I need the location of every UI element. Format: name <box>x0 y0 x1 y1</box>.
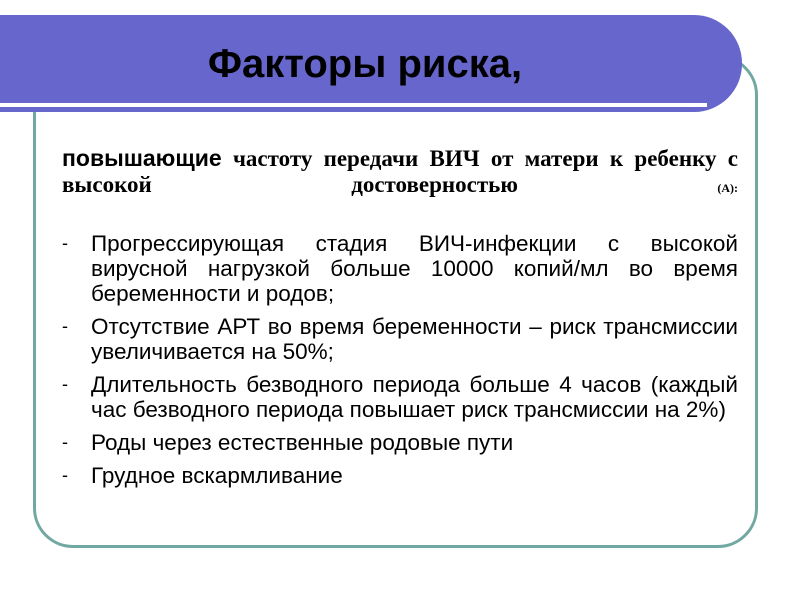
list-item-text: Длительность безводного периода больше 4 часов (каждый час безводного периода повышает риск трансмиссии на 2%) <box>91 372 738 422</box>
list-item <box>62 231 738 306</box>
bullet-dash: - <box>62 432 68 452</box>
list-item <box>62 430 738 455</box>
intro-paragraph <box>62 145 738 201</box>
slide-title: Факторы риска, <box>207 42 523 86</box>
bullet-dash: - <box>62 465 68 485</box>
intro-lead: повышающие <box>62 145 222 171</box>
list-item-text: Отсутствие АРТ во время беременности – риск трансмиссии увеличивается на 50%; <box>91 314 738 364</box>
slide-body <box>62 145 738 496</box>
list-item <box>62 314 738 364</box>
risk-factor-list <box>62 231 738 488</box>
list-item-text: Грудное вскармливание <box>91 463 343 488</box>
bullet-dash: - <box>62 374 68 394</box>
intro-text: частоту передачи ВИЧ от матери к ребенку с высокой достоверностью <box>62 146 738 197</box>
list-item <box>62 463 738 488</box>
title-underline <box>0 103 707 107</box>
list-item <box>62 372 738 422</box>
evidence-level: (А): <box>717 181 738 195</box>
list-item-text: Роды через естественные родовые пути <box>91 430 514 455</box>
bullet-dash: - <box>62 316 68 336</box>
bullet-dash: - <box>62 233 68 253</box>
list-item-text: Прогрессирующая стадия ВИЧ-инфекции с высокой вирусной нагрузкой больше 10000 копий/мл во время беременности и родов; <box>91 231 738 306</box>
